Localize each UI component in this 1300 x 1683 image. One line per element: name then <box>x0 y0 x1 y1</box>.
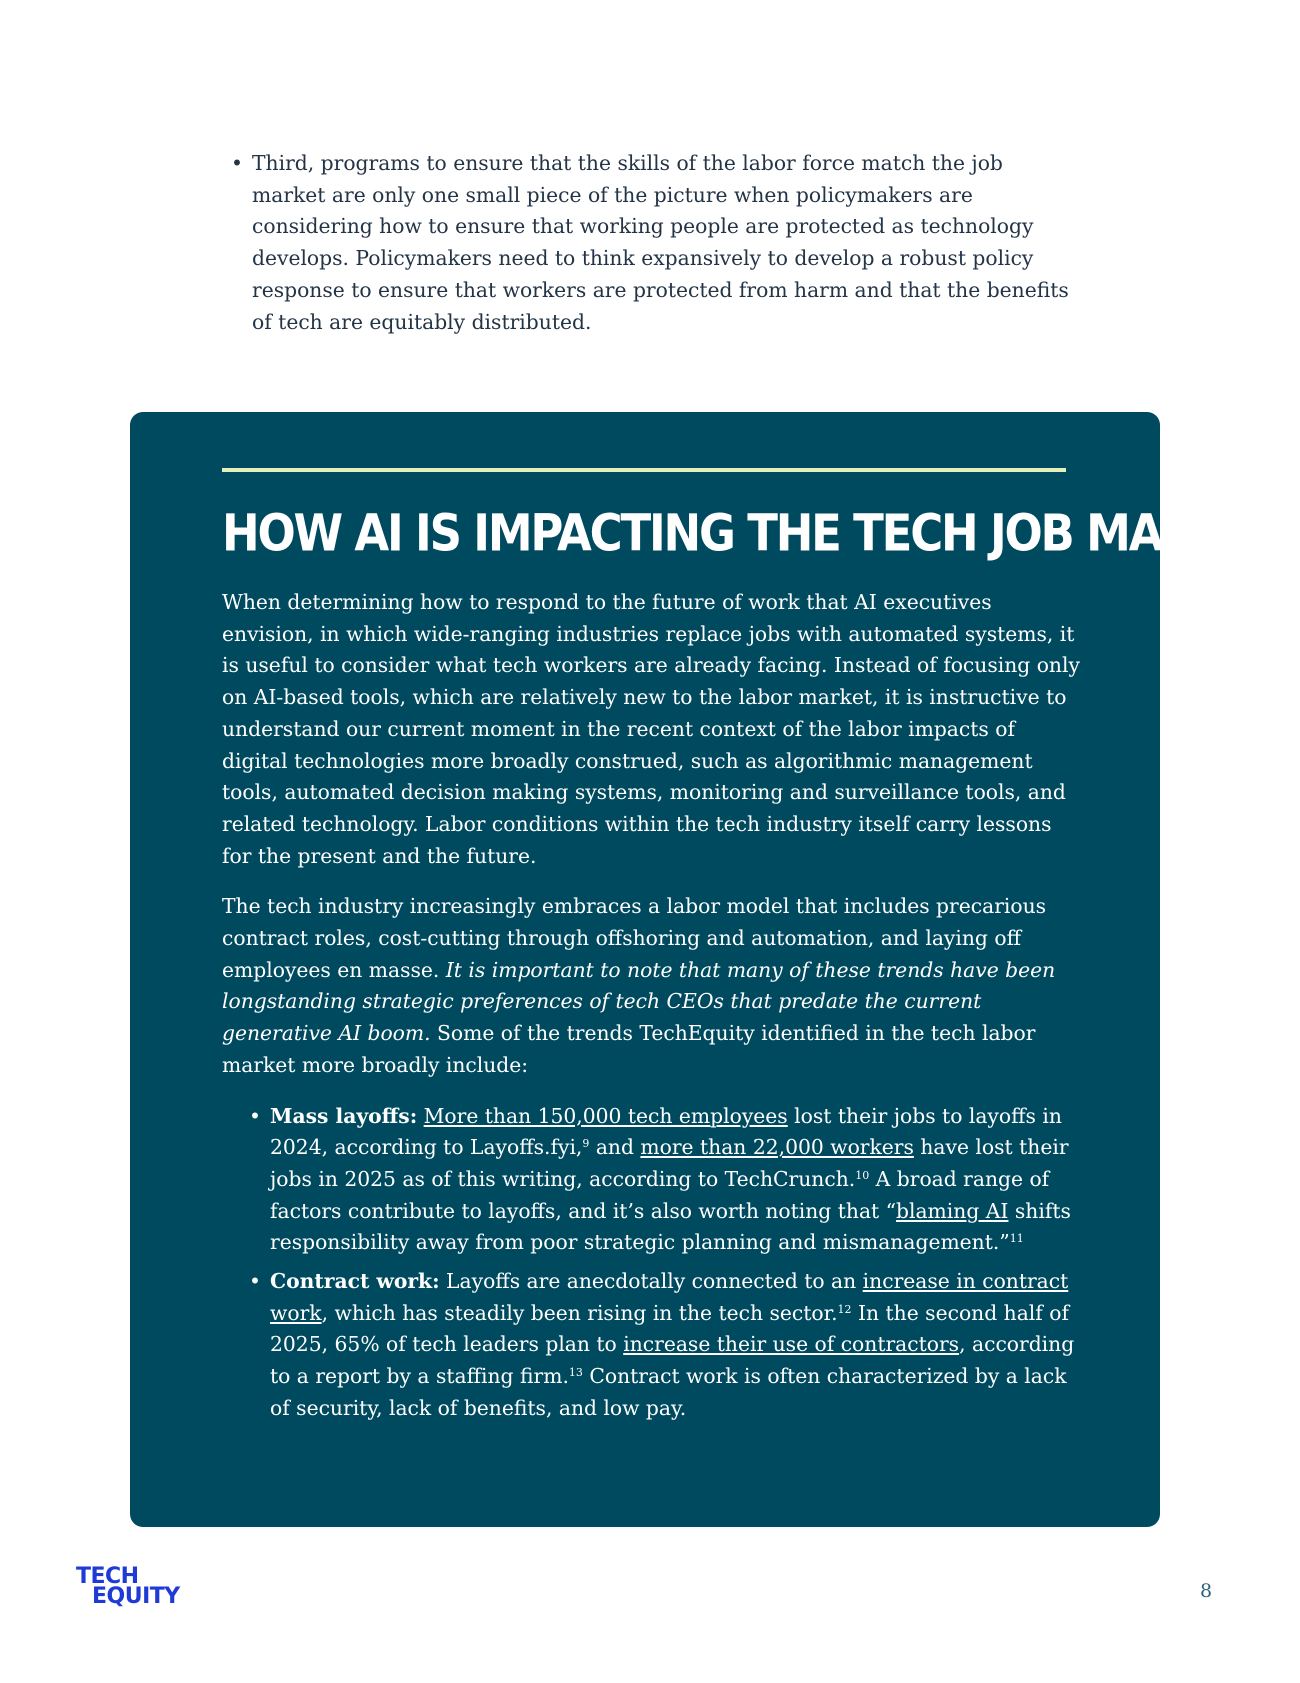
paragraph-text: Some of the trends TechEquity identified in the tech labor market more broadly include: <box>222 1021 1036 1077</box>
intro-bullet-list <box>231 148 1072 338</box>
callout-box <box>130 412 1284 1527</box>
trend-text: and <box>589 1135 641 1160</box>
trend-label: Mass layoffs: <box>270 1103 418 1128</box>
footnote-ref: 12 <box>837 1302 852 1316</box>
intro-bullet-item <box>231 148 1072 338</box>
callout-title: HOW AI IS IMPACTING THE TECH JOB MARKET <box>222 503 1284 563</box>
logo-text-tech: TECH <box>76 1564 139 1589</box>
trend-item-contract-work <box>249 1266 1082 1425</box>
link-increase-contract-work[interactable]: increase in contract work <box>270 1269 1069 1325</box>
page-number: 8 <box>1200 1580 1213 1602</box>
bullet-marker: • <box>249 1269 261 1294</box>
logo-text-equity: EQUITY <box>92 1584 180 1609</box>
footnote-ref: 11 <box>1009 1232 1024 1246</box>
callout-paragraph-1: When determining how to respond to the future of work that AI executives envision, in which wide-ranging industries replace jobs with automated systems, it is useful to consider what tech workers are already facing. Instead of focusing only on AI-based tools, which are relatively new to the labor market, it is instructive to understand our current moment in the recent context of the labor impacts of digital technologies more broadly construed, such as algorithmic management tools, automated decision making systems, monitoring and surveillance tools, and related technology. Labor conditions within the tech industry itself carry lessons for the present and the future. <box>222 590 1080 868</box>
trend-text: Layoffs are anecdotally connected to an <box>439 1269 863 1294</box>
trend-text: lost their jobs to layoffs in 2024, according to Layoffs.fyi, <box>270 1103 1062 1160</box>
techequity-logo <box>76 1566 196 1610</box>
callout-paragraph-2 <box>222 891 1082 1081</box>
callout-body <box>222 587 1082 1432</box>
bullet-marker: • <box>249 1103 261 1128</box>
trend-text: , which has steadily been rising in the tech sector. <box>321 1300 838 1325</box>
link-increase-contractors[interactable]: increase their use of contractors <box>623 1332 960 1357</box>
link-blaming-ai[interactable]: blaming AI <box>896 1198 1009 1223</box>
bullet-marker: • <box>231 151 243 175</box>
paragraph-text: The tech industry increasingly embraces a labor model that includes precarious contract roles, cost-cutting through offshoring and automation, and laying off employees en masse. <box>222 894 1047 982</box>
trend-text: A broad range of factors contribute to layoffs, and it’s also worth noting that “ <box>270 1166 1050 1223</box>
link-workers-lost-jobs[interactable]: more than 22,000 workers <box>640 1135 914 1160</box>
trend-text: have lost their jobs in 2025 as of this writing, according to TechCrunch. <box>270 1135 1069 1191</box>
trends-list <box>222 1101 1082 1425</box>
trend-text: In the second half of 2025, 65% of tech leaders plan to <box>270 1300 1069 1357</box>
trend-item-mass-layoffs <box>249 1101 1082 1260</box>
paragraph-emphasis: It is important to note that many of these trends have been longstanding strategic preferences of tech CEOs that predate the current generative AI boom. <box>222 957 1056 1046</box>
trend-text: Contract work is often characterized by a lack of security, lack of benefits, and low pay. <box>270 1364 1067 1420</box>
trend-text: , according to a report by a staffing firm. <box>270 1332 1075 1389</box>
footnote-ref: 13 <box>568 1366 583 1380</box>
callout-divider <box>222 468 1066 472</box>
footnote-ref: 10 <box>855 1168 870 1182</box>
intro-bullet-text: Third, programs to ensure that the skills of the labor force match the job market are only one small piece of the picture when policymakers are considering how to ensure that working people are protected as technology develops. Policymakers need to think expansively to develop a robust policy response to ensure that workers are protected from harm and that the benefits of tech are equitably distributed. <box>252 151 1069 334</box>
trend-text: shifts responsibility away from poor strategic planning and mismanagement.” <box>270 1198 1071 1255</box>
link-tech-employees-layoffs[interactable]: More than 150,000 tech employees <box>423 1103 788 1128</box>
footnote-ref: 9 <box>582 1137 590 1151</box>
trend-label: Contract work: <box>270 1269 440 1294</box>
